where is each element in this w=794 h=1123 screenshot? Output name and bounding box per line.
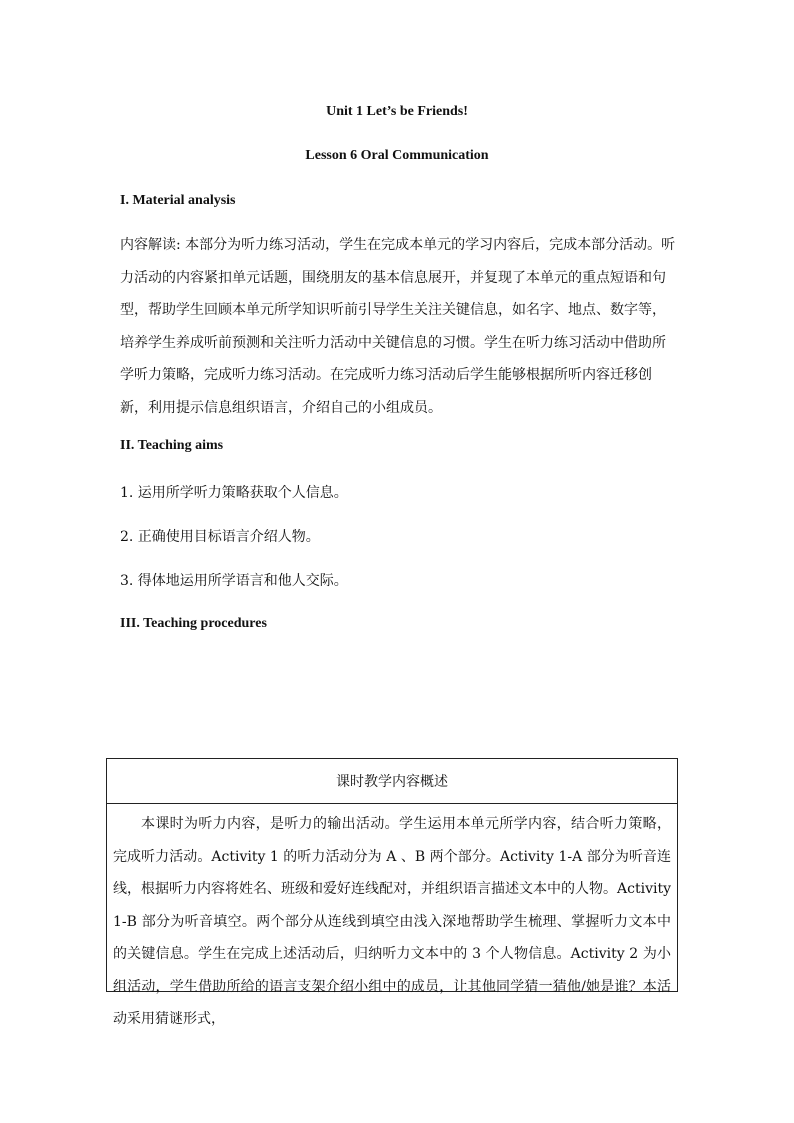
teaching-aim-item: 2. 正确使用目标语言介绍人物。 bbox=[120, 529, 320, 545]
table-body-cell: 本课时为听力内容，是听力的输出活动。学生运用本单元所学内容，结合听力策略，完成听力活动。Activity 1 的听力活动分为 A 、B 两个部分。Activity 1-A 部分为听音连线，根据听力内容将姓名、班级和爱好连线配对，并组织语言描述文本中的人物。Activity 1-B 部分为听音填空。两个部分从连线到填空由浅入深地帮助学生梳理、掌握听力文本中的关键信息。学生在完成上述活动后，归纳听力文本中的 3 个人物信息。Activity 2 为小组活动，学生借助所给的语言支架介绍小组中的成员，让其他同学猜一猜他/她是谁？本活动采用猜谜形式， bbox=[113, 816, 671, 1027]
teaching-aims-heading: II. Teaching aims bbox=[120, 438, 224, 453]
lesson-title: Lesson 6 Oral Communication bbox=[305, 148, 489, 163]
unit-title: Unit 1 Let’s be Friends! bbox=[326, 104, 468, 119]
teaching-aim-item: 1. 运用所学听力策略获取个人信息。 bbox=[120, 485, 348, 501]
teaching-procedures-heading: III. Teaching procedures bbox=[120, 616, 267, 631]
material-analysis-text: 内容解读: 本部分为听力练习活动，学生在完成本单元的学习内容后，完成本部分活动。听力活动的内容紧扣单元话题，围绕朋友的基本信息展开，并复现了本单元的重点短语和句型，帮助学生回顾本单元所学知识听前引导学生关注关键信息，如名字、地点、数字等，培养学生养成听前预测和关注听力活动中关键信息的习惯。学生在听力练习活动中借助所学听力策略，完成听力练习活动。在完成听力练习活动后学生能够根据所听内容迁移创新，利用提示信息组织语言，介绍自己的小组成员。 bbox=[120, 237, 676, 416]
content-overview-table bbox=[106, 758, 678, 1027]
teaching-aim-item: 3. 得体地运用所学语言和他人交际。 bbox=[120, 573, 348, 589]
material-analysis-heading: I. Material analysis bbox=[120, 193, 236, 208]
table-header-cell: 课时教学内容概述 bbox=[107, 759, 677, 804]
